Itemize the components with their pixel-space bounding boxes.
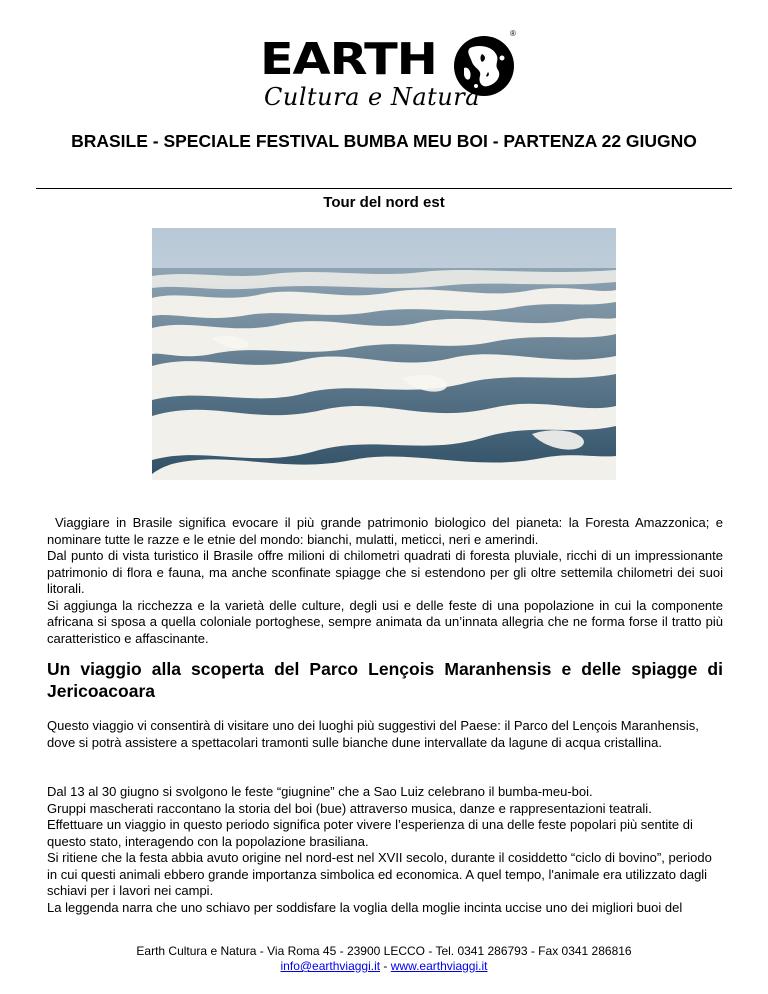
- registered-mark: ®: [510, 29, 516, 38]
- title-divider: [36, 188, 732, 189]
- dunes-photo: [152, 228, 616, 480]
- footer-email-link[interactable]: info@earthviaggi.it: [280, 959, 381, 973]
- body-paragraph-2: Dal 13 al 30 giugno si svolgono le feste “giugnine” che a Sao Luiz celebrano il bumba-meu-boi.: [47, 784, 593, 799]
- earth-logo: [252, 26, 522, 112]
- intro-paragraph-3: Si aggiunga la ricchezza e la varietà delle culture, degli usi e delle feste di una popolazione in cui la componente africana si sposa a quella coloniale portoghese, sempre animata da un’innata allegria che ne forma forse il tratto più caratteristico e affascinante.: [47, 597, 723, 646]
- footer-links: [36, 959, 732, 974]
- dunes-illustration: [152, 228, 616, 480]
- body-paragraph-3: Gruppi mascherati raccontano la storia del boi (bue) attraverso musica, danze e rappresentazioni teatrali.: [47, 800, 652, 816]
- page-subtitle: Tour del nord est: [323, 194, 445, 211]
- section-heading: Un viaggio alla scoperta del Parco Lençois Maranhensis e delle spiagge di Jericoacoara: [47, 659, 723, 701]
- page-title: BRASILE - SPECIALE FESTIVAL BUMBA MEU BOI - PARTENZA 22 GIUGNO: [71, 131, 697, 151]
- body-paragraph-5: Si ritiene che la festa abbia avuto origine nel nord-est nel XVII secolo, durante il cosiddetto “ciclo di bovino”, periodo in cui questi animali ebbero grande importanza simbolica ed economica. A quel tempo, l'animale era utilizzato dagli schiavi per i lavori nei campi.: [47, 850, 712, 898]
- page-footer: [36, 944, 732, 974]
- logo-wordmark: EARTH: [260, 34, 437, 85]
- intro-paragraph-2: Dal punto di vista turistico il Brasile offre milioni di chilometri quadrati di foresta pluviale, ricchi di un impressionante patrimonio di flora e fauna, ma anche sconfinate spiagge che si estendono per gli oltre settemila chilometri dei suoi litorali.: [47, 548, 723, 596]
- body-paragraph-4: Effettuare un viaggio in questo periodo significa poter vivere l’esperienza di una delle feste popolari più sentite di questo stato, interagendo con la popolazione brasiliana.: [47, 817, 693, 849]
- body-paragraph-1: Questo viaggio vi consentirà di visitare uno dei luoghi più suggestivi del Paese: il Parco del Lençois Maranhensis, dove si potrà assistere a spettacolari tramonti sulle bianche dune intervallate da lagune di acqua cristallina.: [47, 718, 699, 750]
- body-paragraph-6: La leggenda narra che uno schiavo per soddisfare la voglia della moglie incinta uccise uno dei migliori buoi del: [47, 899, 683, 915]
- footer-separator: -: [380, 959, 391, 973]
- intro-paragraph-1: Viaggiare in Brasile significa evocare il più grande patrimonio biologico del pianeta: la Foresta Amazzonica; e nominare tutte le razze e le etnie del mondo: bianchi, mulatti, meticci, neri e amerindi.: [47, 515, 723, 547]
- body-text-1: [47, 718, 723, 751]
- footer-website-link[interactable]: www.earthviaggi.it: [390, 959, 488, 973]
- body-text-2: [47, 784, 723, 916]
- logo-tagline: Cultura e Natura: [264, 83, 481, 111]
- intro-text: [47, 515, 723, 647]
- footer-address: Earth Cultura e Natura - Via Roma 45 - 23900 LECCO - Tel. 0341 286793 - Fax 0341 286816: [136, 944, 632, 958]
